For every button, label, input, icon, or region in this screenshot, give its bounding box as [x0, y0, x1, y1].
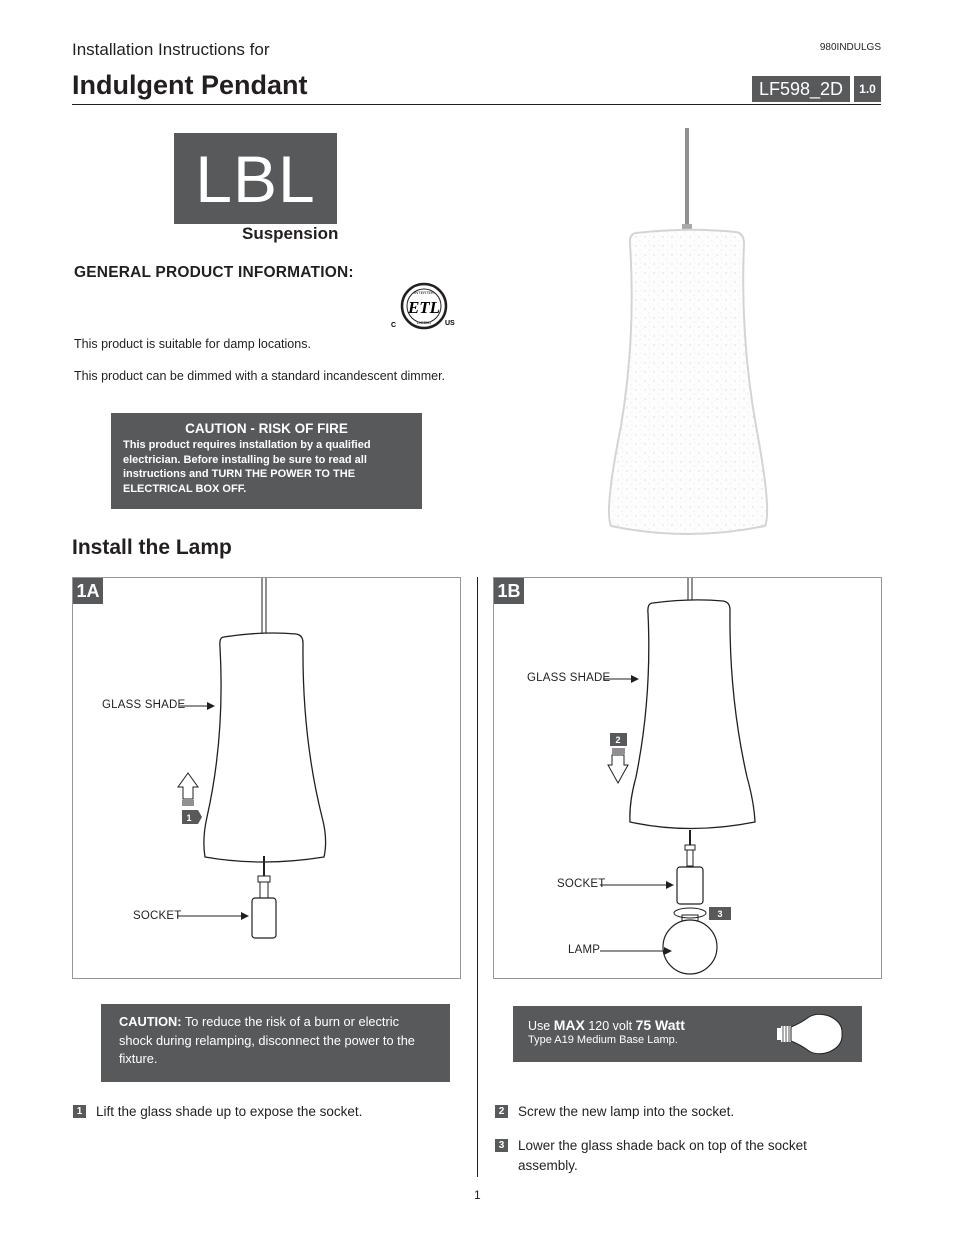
lamp-spec-max: MAX [553, 1017, 585, 1033]
panel-1a-glass-shade-label: GLASS SHADE [102, 699, 186, 711]
header-rule [72, 104, 881, 105]
lamp-spec-watt: 75 Watt [635, 1017, 685, 1033]
panel-1b-label: 1B [494, 578, 524, 604]
etl-mark-text: ETL [407, 298, 441, 317]
version-badge: 1.0 [854, 76, 881, 102]
damp-location-text: This product is suitable for damp locations. [74, 337, 311, 351]
page-title: Indulgent Pendant [72, 70, 308, 100]
caution-relamp-text: To reduce the risk of a burn or electric shock during relamping, disconnect the power to the fixture. [119, 1014, 415, 1066]
panel-1b-lamp-label: LAMP [568, 944, 601, 956]
etl-top-text: INTERTEK [414, 290, 434, 295]
brand-logo: LBL [174, 133, 337, 224]
caution-relamp-box [101, 1004, 450, 1082]
etl-left-text: C [391, 322, 397, 329]
lamp-spec-use: Use [528, 1019, 551, 1033]
brand-logo-subtext: Suspension [242, 224, 339, 243]
section-title: Install the Lamp [72, 536, 232, 559]
step-2 [495, 1102, 734, 1122]
panel-1b-socket-label: SOCKET [557, 878, 606, 890]
caution-fire-box [111, 413, 422, 509]
dimmable-text: This product can be dimmed with a standard incandescent dimmer. [74, 369, 446, 383]
general-info-heading: GENERAL PRODUCT INFORMATION: [74, 264, 354, 281]
panel-1b-step-marker-3: 3 [717, 909, 723, 919]
column-divider [477, 577, 478, 1177]
etl-bottom-text: LISTED [416, 320, 432, 325]
etl-right-text: US [445, 320, 455, 327]
panel-1a-label: 1A [73, 578, 103, 604]
step-3-text: Lower the glass shade back on top of the socket assembly. [518, 1138, 807, 1173]
lamp-spec-type: Type A19 Medium Base Lamp. [528, 1034, 678, 1046]
doc-subtitle: Installation Instructions for [72, 40, 270, 59]
panel-1b-diagram [493, 577, 882, 979]
page-number: 1 [474, 1188, 481, 1202]
step-1 [73, 1102, 362, 1122]
light-bulb-icon [775, 1013, 845, 1055]
step-2-text: Screw the new lamp into the socket. [518, 1104, 735, 1119]
step-3 [495, 1136, 835, 1176]
step-3-number: 3 [495, 1139, 508, 1152]
doc-number: 980INDULGS [819, 42, 881, 53]
etl-listed-icon [388, 282, 460, 334]
panel-1a-diagram [72, 577, 461, 979]
caution-relamp-label: CAUTION: [119, 1014, 182, 1029]
step-2-number: 2 [495, 1105, 508, 1118]
lamp-spec-volt: 120 volt [588, 1019, 633, 1033]
step-1-number: 1 [73, 1105, 86, 1118]
panel-1a-socket-label: SOCKET [133, 910, 182, 922]
caution-fire-body: This product requires installation by a qualified electrician. Before installing be sure to read all instructions and TURN THE POWER TO THE ELECTRICAL BOX OFF. [123, 439, 371, 495]
panel-1b-step-marker-2: 2 [615, 735, 621, 745]
pendant-product-image [598, 126, 778, 544]
panel-1b-glass-shade-label: GLASS SHADE [527, 672, 611, 684]
model-badge: LF598_2D [752, 76, 850, 102]
caution-fire-heading: CAUTION - RISK OF FIRE [185, 421, 348, 436]
panel-1a-step-marker: 1 [186, 813, 192, 823]
step-1-text: Lift the glass shade up to expose the socket. [96, 1104, 363, 1119]
